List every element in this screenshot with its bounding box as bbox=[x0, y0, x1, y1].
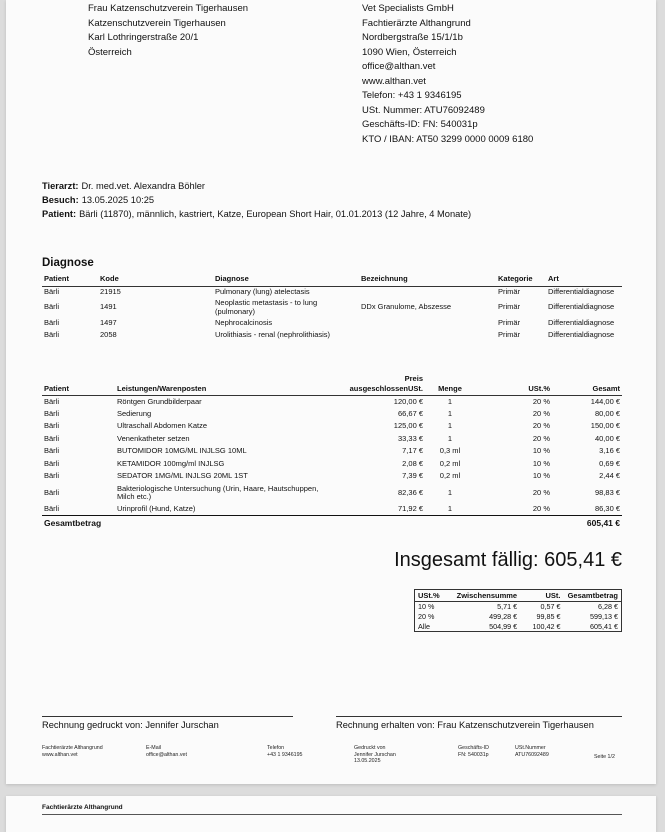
table-cell: 1497 bbox=[100, 317, 117, 327]
table-row bbox=[42, 445, 622, 457]
visit-value: 13.05.2025 10:25 bbox=[81, 195, 155, 205]
received-by: Rechnung erhalten von: Frau Katzenschutzverein Tigerhausen bbox=[336, 720, 594, 730]
table-cell: 6,28 € bbox=[598, 602, 618, 612]
table-cell: Bärli bbox=[44, 433, 60, 443]
recipient-address bbox=[88, 2, 248, 60]
footer-email-value: office@althan.vet bbox=[146, 751, 187, 758]
table-cell: 20 % bbox=[532, 504, 550, 514]
table-cell: 71,92 € bbox=[397, 504, 423, 514]
table-cell: 0,69 € bbox=[599, 458, 620, 468]
table-cell: 144,00 € bbox=[590, 396, 620, 406]
footer-line: Telefon bbox=[267, 745, 285, 751]
invoice-page-2 bbox=[6, 796, 656, 832]
table-row bbox=[415, 602, 622, 612]
column-header: Kode bbox=[98, 272, 213, 286]
table-cell: Primär bbox=[498, 329, 521, 339]
received-by-line bbox=[336, 716, 622, 717]
table-cell: Bärli bbox=[44, 487, 60, 497]
clinic-email: office@althan.vet bbox=[362, 61, 436, 72]
table-cell: 20 % bbox=[532, 409, 550, 419]
table-cell: 20 % bbox=[418, 612, 435, 621]
table-cell: 7,39 € bbox=[402, 471, 423, 481]
table-cell: Neoplastic metastasis - to lung (pulmonary) bbox=[215, 298, 318, 316]
column-header: Bezeichnung bbox=[359, 272, 496, 286]
address-line: Österreich bbox=[88, 46, 132, 58]
page-number: Seite 1/2 bbox=[594, 754, 615, 760]
table-row bbox=[42, 286, 622, 298]
footer-business-id bbox=[458, 745, 489, 758]
table-cell: SEDATOR 1MG/ML INJLSG 20ML 1ST bbox=[117, 471, 248, 481]
table-cell: Venenkatheter setzen bbox=[117, 433, 190, 443]
table-row bbox=[42, 457, 622, 469]
table-row bbox=[415, 622, 622, 632]
table-cell: 1 bbox=[447, 504, 453, 514]
table-cell: Bärli bbox=[44, 504, 60, 514]
total-row bbox=[42, 516, 622, 530]
table-cell: 499,28 € bbox=[489, 612, 518, 621]
table-cell: DDx Granulome, Abszesse bbox=[361, 302, 452, 312]
table-cell: 2,08 € bbox=[402, 458, 423, 468]
vet-row bbox=[42, 179, 482, 193]
table-cell: 1 bbox=[447, 433, 453, 443]
footer-printed bbox=[354, 745, 396, 765]
diagnosis-table bbox=[42, 272, 622, 341]
column-header: Preis ausgeschlossenUSt. bbox=[337, 373, 425, 396]
table-cell: 125,00 € bbox=[393, 421, 423, 431]
column-header: USt.% bbox=[475, 373, 552, 396]
patient-label: Patient: bbox=[42, 209, 77, 219]
table-cell: 82,36 € bbox=[397, 487, 423, 497]
clinic-line: Vet Specialists GmbH bbox=[362, 3, 454, 14]
table-cell: Pulmonary (lung) atelectasis bbox=[215, 287, 310, 296]
table-cell: 40,00 € bbox=[594, 433, 620, 443]
table-cell: Bärli bbox=[44, 471, 60, 481]
table-cell: 80,00 € bbox=[594, 409, 620, 419]
table-cell: Differentialdiagnose bbox=[548, 329, 615, 339]
column-header: Zwischensumme bbox=[448, 590, 520, 602]
visit-label: Besuch: bbox=[42, 195, 79, 205]
table-cell: 5,71 € bbox=[497, 602, 518, 612]
clinic-line: Geschäfts-ID: FN: 540031p bbox=[362, 119, 478, 130]
footer-line: 13.05.2025 bbox=[354, 758, 381, 764]
amount-due: Insgesamt fällig: 605,41 € bbox=[394, 549, 622, 571]
table-cell: 1 bbox=[447, 396, 453, 406]
table-row bbox=[42, 433, 622, 445]
table-cell: 1 bbox=[447, 421, 453, 431]
visit-row bbox=[42, 193, 482, 207]
table-row bbox=[42, 396, 622, 408]
table-row bbox=[415, 612, 622, 622]
total-label: Gesamtbetrag bbox=[42, 516, 552, 530]
patient-value: Bärli (11870), männlich, kastriert, Katze, European Short Hair, 01.01.2013 (12 Jahre, 4 Monate) bbox=[79, 209, 472, 219]
clinic-address bbox=[362, 2, 533, 147]
printed-by-line bbox=[42, 716, 293, 717]
column-header: Diagnose bbox=[213, 272, 359, 286]
clinic-line: KTO / IBAN: AT50 3299 0000 0009 6180 bbox=[362, 133, 534, 145]
footer-line: Geschäfts-ID bbox=[458, 745, 489, 751]
table-cell: KETAMIDOR 100mg/ml INJLSG bbox=[117, 458, 225, 468]
page2-header: Fachtierärzte Althangrund bbox=[42, 804, 622, 815]
services-header-row bbox=[42, 373, 622, 396]
table-cell: Urinprofil (Hund, Katze) bbox=[117, 504, 196, 514]
table-row bbox=[42, 298, 622, 317]
vet-label: Tierarzt: bbox=[42, 181, 79, 191]
table-cell: Primär bbox=[498, 302, 521, 312]
table-cell: 10 % bbox=[418, 602, 435, 612]
table-row bbox=[42, 329, 622, 341]
table-row bbox=[42, 317, 622, 329]
column-header: Kategorie bbox=[496, 272, 546, 286]
table-cell: 10 % bbox=[532, 471, 550, 481]
table-cell bbox=[359, 317, 496, 329]
patient-row bbox=[42, 207, 482, 221]
column-header: Patient bbox=[42, 272, 98, 286]
table-cell: Bakteriologische Untersuchung (Urin, Haare, Hautschuppen, Milch etc.) bbox=[117, 483, 319, 501]
table-cell: 10 % bbox=[532, 458, 550, 468]
table-cell: Bärli bbox=[44, 446, 60, 456]
table-cell: 150,00 € bbox=[590, 421, 620, 431]
table-cell: 66,67 € bbox=[397, 409, 423, 419]
table-cell: Ultraschall Abdomen Katze bbox=[117, 421, 208, 431]
table-cell: Bärli bbox=[44, 458, 60, 468]
diagnosis-title: Diagnose bbox=[42, 257, 94, 269]
total-value: 605,41 € bbox=[552, 516, 622, 530]
table-cell: 20 % bbox=[532, 433, 550, 443]
table-cell: Differentialdiagnose bbox=[548, 317, 615, 327]
table-cell: 504,99 € bbox=[489, 621, 518, 631]
table-cell: Röntgen Grundbilderpaar bbox=[117, 396, 202, 406]
table-row bbox=[42, 503, 622, 515]
table-cell: 3,16 € bbox=[599, 446, 620, 456]
column-header: USt. bbox=[520, 590, 563, 602]
table-row bbox=[42, 408, 622, 420]
table-cell: 20 % bbox=[532, 396, 550, 406]
footer-line: USt.Nummer bbox=[515, 745, 546, 751]
clinic-line: Nordbergstraße 15/1/1b bbox=[362, 32, 463, 43]
table-cell bbox=[359, 329, 496, 341]
footer-vat-number bbox=[515, 745, 549, 758]
table-cell: 20 % bbox=[532, 421, 550, 431]
services-table bbox=[42, 373, 622, 530]
table-row bbox=[42, 420, 622, 432]
table-cell: 7,17 € bbox=[402, 446, 423, 456]
table-cell: Primär bbox=[498, 287, 521, 296]
table-cell: Nephrocalcinosis bbox=[215, 317, 273, 327]
table-cell: Alle bbox=[418, 621, 430, 631]
column-header: Menge bbox=[425, 373, 475, 396]
table-cell: Differentialdiagnose bbox=[548, 287, 615, 296]
diagnosis-header-row bbox=[42, 272, 622, 286]
table-row bbox=[42, 482, 622, 503]
footer-line: E-Mail bbox=[146, 745, 162, 751]
address-line: Katzenschutzverein Tigerhausen bbox=[88, 17, 226, 29]
table-cell: 86,30 € bbox=[594, 504, 620, 514]
table-cell: 605,41 € bbox=[590, 621, 618, 631]
table-cell: 98,83 € bbox=[594, 487, 620, 497]
footer-website: www.althan.vet bbox=[42, 751, 78, 758]
column-header: Leistungen/Warenposten bbox=[115, 373, 337, 396]
table-cell: 2,44 € bbox=[599, 471, 620, 481]
table-cell: Bärli bbox=[44, 302, 60, 312]
table-cell: 2058 bbox=[100, 329, 117, 339]
column-header: Gesamt bbox=[552, 373, 622, 396]
table-cell: Bärli bbox=[44, 396, 60, 406]
vat-summary-table bbox=[414, 589, 622, 632]
table-cell bbox=[359, 286, 496, 298]
table-cell: 1491 bbox=[100, 302, 117, 312]
table-cell: 120,00 € bbox=[393, 396, 423, 406]
table-cell: Sedierung bbox=[117, 409, 152, 419]
address-line: Karl Lothringerstraße 20/1 bbox=[88, 32, 199, 43]
footer-line: ATU76092489 bbox=[515, 751, 549, 758]
address-line: Frau Katzenschutzverein Tigerhausen bbox=[88, 3, 249, 14]
column-header: USt.% bbox=[415, 590, 449, 602]
clinic-line: Fachtierärzte Althangrund bbox=[362, 17, 471, 29]
table-cell: Urolithiasis - renal (nephrolithiasis) bbox=[215, 329, 331, 339]
table-cell: 33,33 € bbox=[397, 433, 423, 443]
table-cell: 20 % bbox=[532, 487, 550, 497]
clinic-line: Telefon: +43 1 9346195 bbox=[362, 90, 462, 101]
footer-line: +43 1 9346195 bbox=[267, 751, 303, 758]
footer-line: FN: 540031p bbox=[458, 751, 489, 758]
table-cell: 1 bbox=[447, 487, 453, 497]
vat-header-row bbox=[415, 590, 622, 602]
table-cell: Bärli bbox=[44, 329, 60, 339]
footer-email bbox=[146, 745, 187, 758]
table-cell: Differentialdiagnose bbox=[548, 302, 615, 312]
column-header: Gesamtbetrag bbox=[564, 590, 622, 602]
table-cell: 599,13 € bbox=[590, 612, 618, 621]
invoice-page-1 bbox=[6, 0, 656, 784]
table-cell: 10 % bbox=[532, 446, 550, 456]
table-cell: 0,2 ml bbox=[439, 471, 461, 481]
table-cell: 99,85 € bbox=[536, 612, 561, 621]
table-cell: BUTOMIDOR 10MG/ML INJLSG 10ML bbox=[117, 446, 247, 456]
table-cell: 21915 bbox=[100, 287, 121, 296]
table-cell: Bärli bbox=[44, 421, 60, 431]
table-cell: 0,3 ml bbox=[439, 446, 461, 456]
table-cell: 100,42 € bbox=[532, 621, 561, 631]
footer-line: Jennifer Jurschan bbox=[354, 751, 396, 758]
table-cell: Bärli bbox=[44, 409, 60, 419]
table-cell: Bärli bbox=[44, 317, 60, 327]
column-header: Art bbox=[546, 272, 622, 286]
table-cell: Primär bbox=[498, 317, 521, 327]
vet-value: Dr. med.vet. Alexandra Böhler bbox=[81, 181, 206, 191]
column-header: Patient bbox=[42, 373, 115, 396]
clinic-line: 1090 Wien, Österreich bbox=[362, 46, 457, 58]
table-cell: 0,2 ml bbox=[439, 458, 461, 468]
footer-line: Fachtierärzte Althangrund bbox=[42, 745, 103, 751]
printed-by: Rechnung gedruckt von: Jennifer Jurschan bbox=[42, 720, 219, 730]
table-row bbox=[42, 470, 622, 482]
footer-clinic bbox=[42, 745, 103, 758]
footer-line: Gedruckt von bbox=[354, 745, 386, 751]
table-cell: 0,57 € bbox=[540, 602, 561, 612]
footer-phone bbox=[267, 745, 303, 758]
visit-info bbox=[42, 179, 482, 221]
table-cell: Bärli bbox=[44, 287, 60, 296]
clinic-website: www.althan.vet bbox=[362, 75, 426, 87]
table-cell: 1 bbox=[447, 409, 453, 419]
clinic-line: USt. Nummer: ATU76092489 bbox=[362, 104, 485, 116]
